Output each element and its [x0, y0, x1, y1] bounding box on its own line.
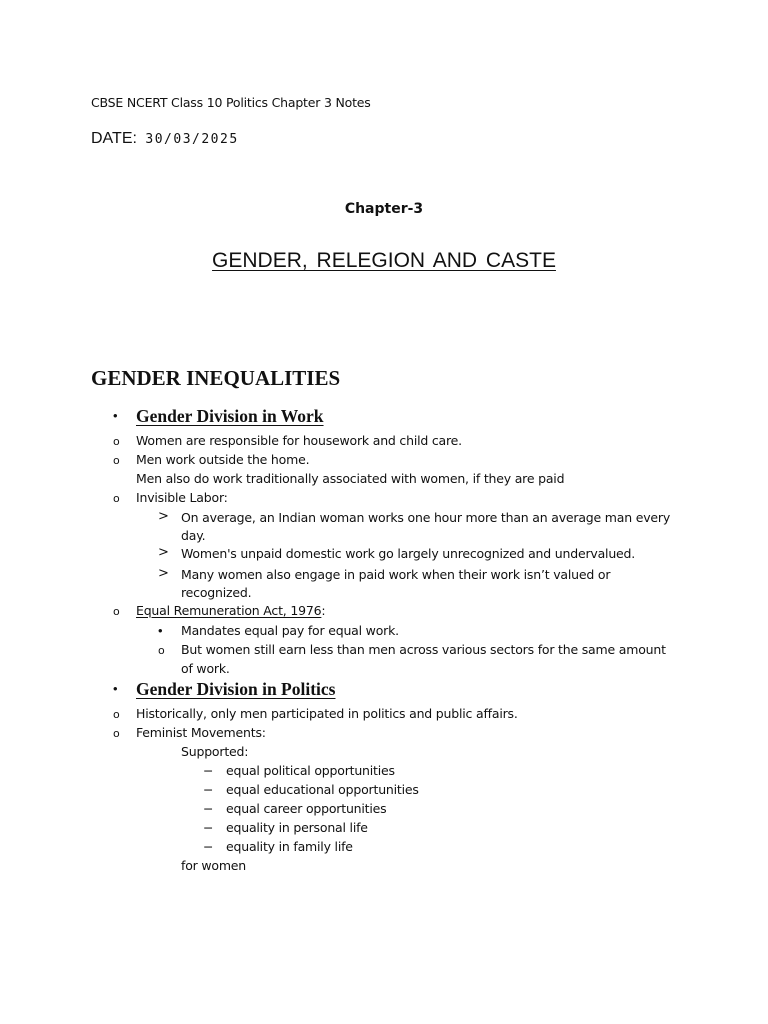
section-heading: GENDER INEQUALITIES	[91, 366, 341, 390]
dash-bullet-icon: −	[203, 763, 214, 778]
circle-bullet-icon: o	[113, 454, 120, 467]
list-item: Invisible Labor:	[136, 490, 228, 505]
chapter-label: Chapter-3	[344, 201, 424, 217]
act-colon: :	[321, 603, 326, 618]
dash-bullet-icon: −	[203, 839, 214, 854]
chapter-title	[0, 249, 768, 273]
chapter-title-text: GENDER, RELEGION AND CASTE	[212, 249, 556, 272]
act-item	[136, 603, 325, 618]
supported-item: equality in family life	[226, 839, 353, 854]
list-item-continuation: Men also do work traditionally associated with women, if they are paid	[136, 471, 565, 486]
sub-list-item: Women's unpaid domestic work go largely unrecognized and undervalued.	[181, 546, 636, 561]
for-women-label: for women	[181, 858, 247, 873]
sub-list-item: Mandates equal pay for equal work.	[181, 623, 399, 638]
work-heading: Gender Division in Work	[136, 406, 324, 426]
date-value: 30/03/2025	[145, 132, 239, 147]
circle-bullet-icon: o	[113, 727, 120, 740]
act-label: Equal Remuneration Act, 1976	[136, 603, 322, 618]
date-line	[91, 130, 239, 148]
date-label: DATE:	[91, 130, 137, 147]
circle-bullet-icon: o	[158, 644, 165, 657]
dash-bullet-icon: −	[203, 782, 214, 797]
circle-bullet-icon: o	[113, 435, 120, 448]
list-item: Men work outside the home.	[136, 452, 310, 467]
supported-item: equal political opportunities	[226, 763, 395, 778]
dash-bullet-icon: −	[203, 801, 214, 816]
arrow-bullet-icon: >	[158, 545, 169, 560]
sub-list-item-continuation: day.	[181, 528, 206, 543]
sub-list-item-continuation: of work.	[181, 661, 230, 676]
supported-label: Supported:	[181, 744, 249, 759]
sub-list-item: On average, an Indian woman works one hour more than an average man every	[181, 510, 671, 525]
document-header: CBSE NCERT Class 10 Politics Chapter 3 Notes	[91, 95, 371, 110]
bullet-icon: •	[113, 408, 118, 423]
bullet-icon: •	[113, 681, 118, 696]
list-item: Women are responsible for housework and child care.	[136, 433, 462, 448]
list-item: Historically, only men participated in politics and public affairs.	[136, 706, 518, 721]
circle-bullet-icon: o	[113, 492, 120, 505]
circle-bullet-icon: o	[113, 605, 120, 618]
arrow-bullet-icon: >	[158, 509, 169, 524]
list-item: Feminist Movements:	[136, 725, 266, 740]
supported-item: equal career opportunities	[226, 801, 387, 816]
arrow-bullet-icon: >	[158, 566, 169, 581]
supported-item: equality in personal life	[226, 820, 368, 835]
politics-heading: Gender Division in Politics	[136, 679, 336, 699]
circle-bullet-icon: o	[113, 708, 120, 721]
sub-list-item: But women still earn less than men across various sectors for the same amount	[181, 642, 666, 657]
supported-item: equal educational opportunities	[226, 782, 419, 797]
sub-list-item-continuation: recognized.	[181, 585, 252, 600]
dash-bullet-icon: −	[203, 820, 214, 835]
sub-list-item: Many women also engage in paid work when their work isn’t valued or	[181, 567, 611, 582]
bullet-icon: •	[158, 623, 163, 638]
